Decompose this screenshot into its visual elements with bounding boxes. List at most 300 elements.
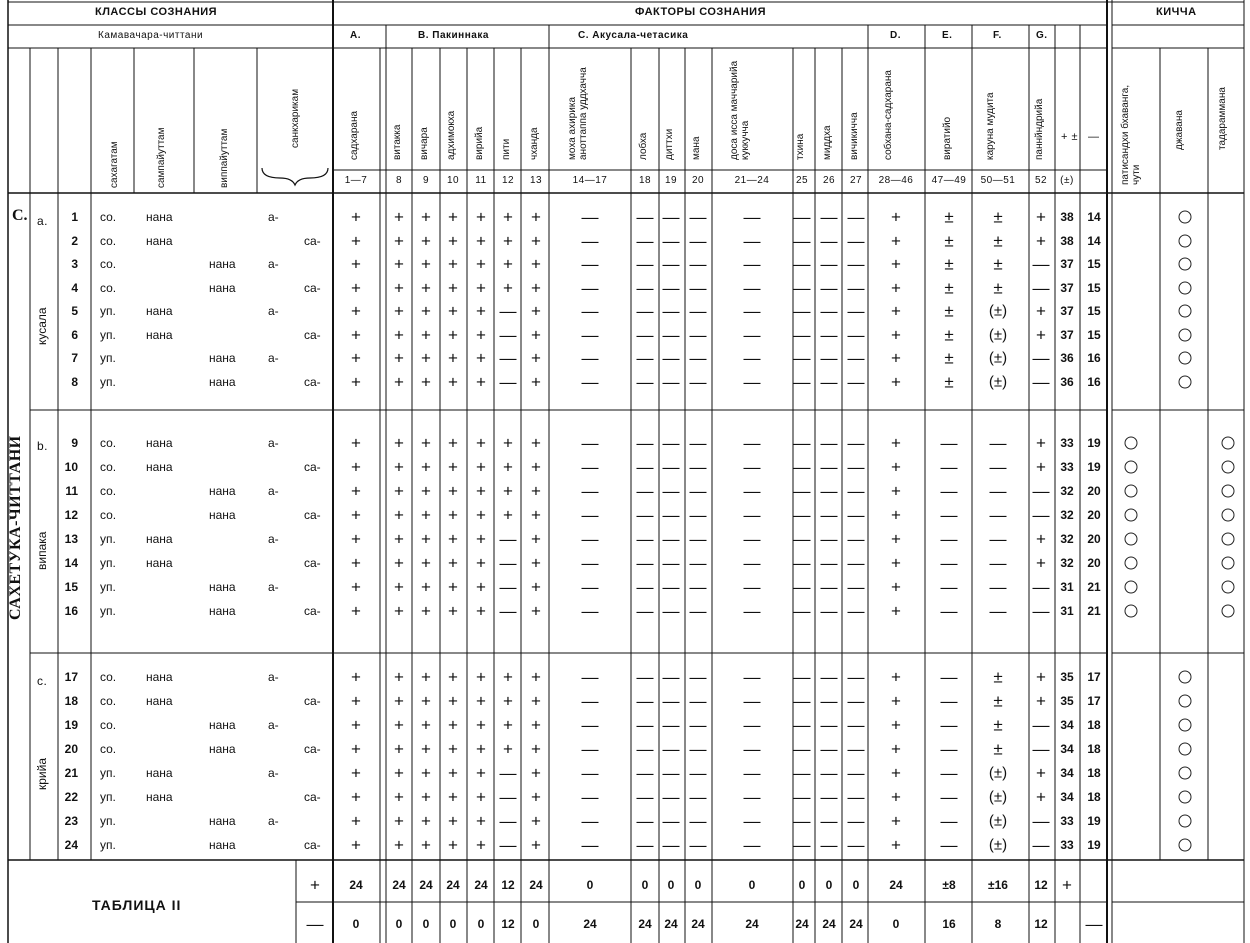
row-plus-count: 34 [1060,718,1074,732]
footer-plus-value: 0 [748,878,756,892]
factor-mark: — [847,433,865,453]
factor-mark: + [421,433,431,453]
factor-mark: — [636,433,654,453]
factor-range: 13 [529,175,543,186]
factor-mark: + [394,763,404,783]
footer-minus-value: 24 [745,917,759,931]
factor-mark: + [891,231,901,250]
row-number: 23 [64,814,78,828]
row-minus-count: 20 [1087,484,1101,498]
factor-mark: + [351,457,361,477]
factor-mark: + [891,811,901,831]
factor-mark: — [743,278,761,297]
kiccha-circle-icon [1125,533,1138,546]
factor-mark: — [689,457,707,477]
factor-mark: — [689,231,707,250]
factor-range: 14—17 [572,175,608,186]
factor-mark: — [743,529,761,549]
factor-mark: — [581,691,599,711]
row-sa-prefix: са- [304,508,321,522]
factor-mark: + [394,577,404,597]
factor-mark: + [394,667,404,687]
factor-mark: — [793,254,811,274]
factor-mark: (±) [988,764,1008,782]
factor-mark: — [847,348,865,368]
footer-minus-value: 12 [501,917,515,931]
factor-mark: — [636,372,654,391]
factor-range: 9 [422,175,430,186]
factor-mark: + [891,667,901,687]
factor-mark: + [891,739,901,759]
class-column-header: виппайуттам [219,128,230,188]
row-a-prefix: а- [268,210,279,224]
group-b-label: B. Пакиннака [418,30,489,41]
row-plus-count: 33 [1060,460,1074,474]
factor-mark: + [394,231,404,250]
row-sahagatam: уп. [100,814,116,828]
factor-mark: + [1036,553,1046,573]
kiccha-circle-icon [1179,281,1192,294]
row-a-prefix: а- [268,436,279,450]
factor-mark: — [581,835,599,855]
row-a-prefix: а- [268,766,279,780]
factor-mark: + [476,481,486,501]
kiccha-circle-icon [1125,605,1138,618]
row-plus-count: 38 [1060,233,1074,248]
factor-column-header: вичара [419,127,430,160]
factor-column-header: пити [501,138,512,160]
factor-mark: + [394,372,404,391]
factor-mark: (±) [988,349,1008,367]
factor-mark: — [662,325,680,344]
kiccha-circle-icon [1125,557,1138,570]
factor-mark: — [581,577,599,597]
factor-mark: + [891,553,901,573]
factor-mark: + [448,811,458,831]
row-vippayuttam: нана [209,838,236,852]
row-plus-count: 31 [1060,604,1074,618]
factor-mark: — [581,231,599,250]
row-plus-count: 31 [1060,580,1074,594]
factor-mark: — [581,811,599,831]
factor-range: 12 [501,175,515,186]
factor-range: 8 [395,175,403,186]
row-sahagatam: уп. [100,790,116,804]
factor-mark: + [531,787,541,807]
footer-minus-value: 0 [395,917,403,931]
factor-mark: + [531,505,541,525]
factor-mark: — [581,325,599,344]
factor-mark: — [636,505,654,525]
factor-mark: — [847,301,865,321]
table-title: ТАБЛИЦА II [92,897,182,913]
factor-mark: — [940,811,958,831]
row-minus-count: 17 [1087,670,1101,684]
footer-minus-value: 8 [994,917,1002,931]
factor-mark: — [689,667,707,687]
footer-minus-sign: — [306,914,324,934]
row-plus-count: 32 [1060,556,1074,570]
factor-mark: + [448,763,458,783]
factor-mark: + [394,715,404,735]
group-name: крийа [35,757,49,790]
kiccha-column-header: тадараммана [1217,87,1228,150]
row-sahagatam: уп. [100,532,116,546]
row-number: 17 [64,670,78,684]
factor-mark: + [476,739,486,759]
factor-mark: — [847,715,865,735]
factor-mark: — [689,787,707,807]
factor-mark: + [448,787,458,807]
row-number: 20 [64,742,78,756]
row-a-prefix: а- [268,580,279,594]
group-e-label: E. [942,30,953,41]
factor-range: 11 [475,175,487,186]
factor-mark: + [448,529,458,549]
factor-mark: — [662,348,680,368]
factor-mark: — [793,577,811,597]
factor-mark: + [448,433,458,453]
factor-mark: — [793,481,811,501]
kiccha-column-header: джавана [1174,110,1185,150]
group-c-label: C. Акусала-четасика [578,30,689,41]
factor-range: 25 [795,175,809,186]
row-number: 15 [64,580,78,594]
row-a-prefix: а- [268,351,279,365]
factor-mark: — [940,763,958,783]
row-minus-count: 18 [1087,718,1101,732]
factor-mark: + [476,691,486,711]
footer-plus-value: + [1062,875,1072,895]
row-minus-count: 19 [1087,838,1101,852]
footer-plus-value: ±16 [988,878,1008,892]
factor-mark: + [421,301,431,321]
factor-mark: + [394,505,404,525]
factor-mark: + [476,553,486,573]
row-sahagatam: уп. [100,556,116,570]
kiccha-circle-icon [1222,557,1235,570]
footer-plus-value: 24 [474,878,488,892]
factor-mark: + [531,763,541,783]
row-sahagatam: со. [100,694,117,708]
factor-mark: — [847,577,865,597]
factor-mark: + [476,207,486,227]
row-minus-count: 14 [1087,233,1101,248]
footer-plus-value: 0 [825,878,833,892]
factor-mark: + [351,348,361,368]
row-minus-count: 16 [1087,351,1101,365]
factor-mark: — [499,553,517,573]
factor-mark: — [820,254,838,274]
kiccha-circle-icon [1125,509,1138,522]
factor-mark: — [581,348,599,368]
row-number: 16 [64,604,78,618]
factor-mark: — [847,254,865,274]
factor-mark: — [636,457,654,477]
factor-mark: — [793,667,811,687]
row-plus-count: 34 [1060,742,1074,756]
row-plus-count: 36 [1060,351,1074,365]
class-column-header: санкхарикам [290,88,301,148]
row-sahagatam: со. [100,280,117,295]
row-minus-count: 19 [1087,460,1101,474]
factor-mark: + [421,278,431,297]
factor-mark: — [989,505,1007,525]
factor-mark: — [820,481,838,501]
factor-mark: — [581,481,599,501]
factor-mark: + [891,577,901,597]
kiccha-title: КИЧЧА [1156,6,1197,18]
factor-mark: + [476,348,486,368]
factor-mark: + [394,278,404,297]
row-sampayuttam: нана [146,532,173,546]
factor-mark: + [448,691,458,711]
row-sahagatam: со. [100,210,117,224]
kiccha-circle-icon [1179,671,1192,684]
factor-range: 20 [691,175,705,186]
footer-plus-value: 0 [586,878,594,892]
factor-mark: + [448,325,458,344]
group-g-label: G. [1036,30,1048,41]
row-sahagatam: уп. [100,580,116,594]
row-a-prefix: а- [268,484,279,498]
factor-mark: — [636,787,654,807]
factor-mark: — [820,457,838,477]
factor-mark: ± [993,207,1003,227]
factor-range: (±) [1060,175,1074,186]
factor-mark: — [743,577,761,597]
factor-mark: — [820,667,838,687]
factor-mark: — [689,811,707,831]
factor-mark: — [662,254,680,274]
factor-range: 18 [638,175,652,186]
footer-minus-value: 0 [352,917,360,931]
factor-mark: — [499,301,517,321]
factor-mark: — [793,811,811,831]
row-number: 24 [64,838,78,852]
row-minus-count: 20 [1087,532,1101,546]
factor-mark: — [793,207,811,227]
class-column-header: сампайуттам [156,127,167,188]
factor-mark: + [448,667,458,687]
factor-mark: + [351,231,361,250]
factor-mark: — [662,301,680,321]
factor-mark: — [662,601,680,621]
factor-mark: — [636,301,654,321]
factor-mark: — [820,348,838,368]
factor-mark: — [636,325,654,344]
factor-mark: + [891,481,901,501]
kiccha-circle-icon [1179,375,1192,388]
kiccha-circle-icon [1222,605,1235,618]
factor-mark: — [820,325,838,344]
row-minus-count: 18 [1087,766,1101,780]
row-minus-count: 14 [1087,210,1101,224]
factor-mark: + [1036,691,1046,711]
factor-mark: + [476,278,486,297]
factor-mark: — [636,739,654,759]
factor-mark: + [531,457,541,477]
factor-mark: — [847,505,865,525]
factor-mark: — [1032,254,1050,274]
factor-mark: — [662,667,680,687]
factor-mark: — [940,577,958,597]
factor-mark: + [421,529,431,549]
factor-mark: + [394,739,404,759]
factor-mark: + [1036,207,1046,227]
factor-mark: — [499,811,517,831]
row-sampayuttam: нана [146,790,173,804]
row-plus-count: 32 [1060,508,1074,522]
kiccha-circle-icon [1179,695,1192,708]
row-sahagatam: со. [100,436,117,450]
row-plus-count: 37 [1060,304,1074,318]
factor-mark: — [689,372,707,391]
factor-mark: + [891,433,901,453]
factor-mark: — [662,481,680,501]
factor-mark: — [689,601,707,621]
factor-column-header: витакка [392,124,403,160]
factor-mark: + [351,433,361,453]
factor-mark: + [503,254,513,274]
footer-minus-value: 0 [532,917,540,931]
factor-mark: — [689,691,707,711]
factor-mark: — [636,763,654,783]
factor-mark: + [421,481,431,501]
factor-mark: + [476,529,486,549]
factor-mark: + [351,787,361,807]
footer-minus-value: 0 [892,917,900,931]
factor-mark: + [891,505,901,525]
factor-mark: — [689,739,707,759]
factor-mark: — [820,811,838,831]
row-a-prefix: а- [268,257,279,271]
footer-plus-value: 0 [694,878,702,892]
group-letter: a. [37,214,49,228]
factor-mark: — [581,457,599,477]
factor-mark: — [743,481,761,501]
factor-mark: + [503,457,513,477]
factor-mark: + [531,691,541,711]
kiccha-circle-icon [1179,815,1192,828]
row-sahagatam: уп. [100,838,116,852]
kiccha-circle-icon [1179,258,1192,271]
factor-mark: — [793,601,811,621]
factor-mark: + [351,835,361,855]
factor-mark: — [847,787,865,807]
row-minus-count: 17 [1087,694,1101,708]
factor-mark: + [448,231,458,250]
factor-mark: + [448,301,458,321]
kiccha-circle-icon [1179,211,1192,224]
factor-mark: ± [993,254,1003,274]
factor-mark: — [662,529,680,549]
factor-column-header: моха ахирика аноттаппа уддхачча [567,67,589,160]
footer-plus-value: 24 [392,878,406,892]
factor-column-header: паннйндрийа [1034,98,1045,160]
factor-mark: + [394,301,404,321]
row-sampayuttam: нана [146,327,173,342]
group-letter: c. [37,674,48,688]
factor-mark: + [476,601,486,621]
row-number: 10 [64,460,78,474]
footer-plus-value: 0 [798,878,806,892]
factor-mark: + [421,715,431,735]
factor-mark: + [476,372,486,391]
factor-mark: + [351,811,361,831]
factor-mark: + [351,763,361,783]
factor-mark: + [531,207,541,227]
factor-mark: — [662,787,680,807]
kiccha-circle-icon [1222,485,1235,498]
factor-mark: — [820,433,838,453]
row-sampayuttam: нана [146,233,173,248]
row-sampayuttam: нана [146,304,173,318]
factor-mark: + [421,254,431,274]
factor-column-header: чханда [529,127,540,160]
factor-mark: — [636,529,654,549]
factor-mark: ± [944,372,954,391]
factor-mark: — [499,763,517,783]
factor-mark: — [636,715,654,735]
factor-mark: + [394,811,404,831]
row-minus-count: 15 [1087,280,1101,295]
factor-mark: — [820,207,838,227]
factor-mark: — [989,529,1007,549]
factor-mark: + [531,433,541,453]
factor-mark: — [581,553,599,573]
factor-mark: — [636,577,654,597]
row-plus-count: 33 [1060,838,1074,852]
factor-mark: — [940,787,958,807]
row-vippayuttam: нана [209,351,236,365]
factor-mark: ± [944,348,954,368]
kiccha-circle-icon [1125,485,1138,498]
row-number: 1 [71,210,78,224]
factor-mark: + [891,601,901,621]
footer-plus-value: 12 [501,878,515,892]
factor-mark: — [940,667,958,687]
factor-mark: ± [944,325,954,344]
row-minus-count: 21 [1087,580,1101,594]
factor-range: 10 [446,175,460,186]
factor-mark: + [476,835,486,855]
factor-mark: — [743,811,761,831]
factor-mark: + [448,715,458,735]
factor-mark: + [476,763,486,783]
factor-mark: — [793,787,811,807]
footer-plus-value: 24 [349,878,363,892]
factor-mark: + [351,505,361,525]
row-vippayuttam: нана [209,508,236,522]
factor-mark: + [421,667,431,687]
factor-mark: + [394,835,404,855]
factor-mark: — [499,835,517,855]
factor-mark: + [891,691,901,711]
factor-mark: — [743,301,761,321]
row-number: 9 [71,436,78,450]
row-plus-count: 33 [1060,436,1074,450]
factor-mark: + [421,372,431,391]
row-plus-count: 38 [1060,210,1074,224]
factor-mark: — [793,529,811,549]
factor-mark: + [351,254,361,274]
factor-mark: — [636,601,654,621]
row-minus-count: 20 [1087,556,1101,570]
factor-mark: — [662,231,680,250]
factor-mark: + [1036,763,1046,783]
factor-mark: + [531,348,541,368]
